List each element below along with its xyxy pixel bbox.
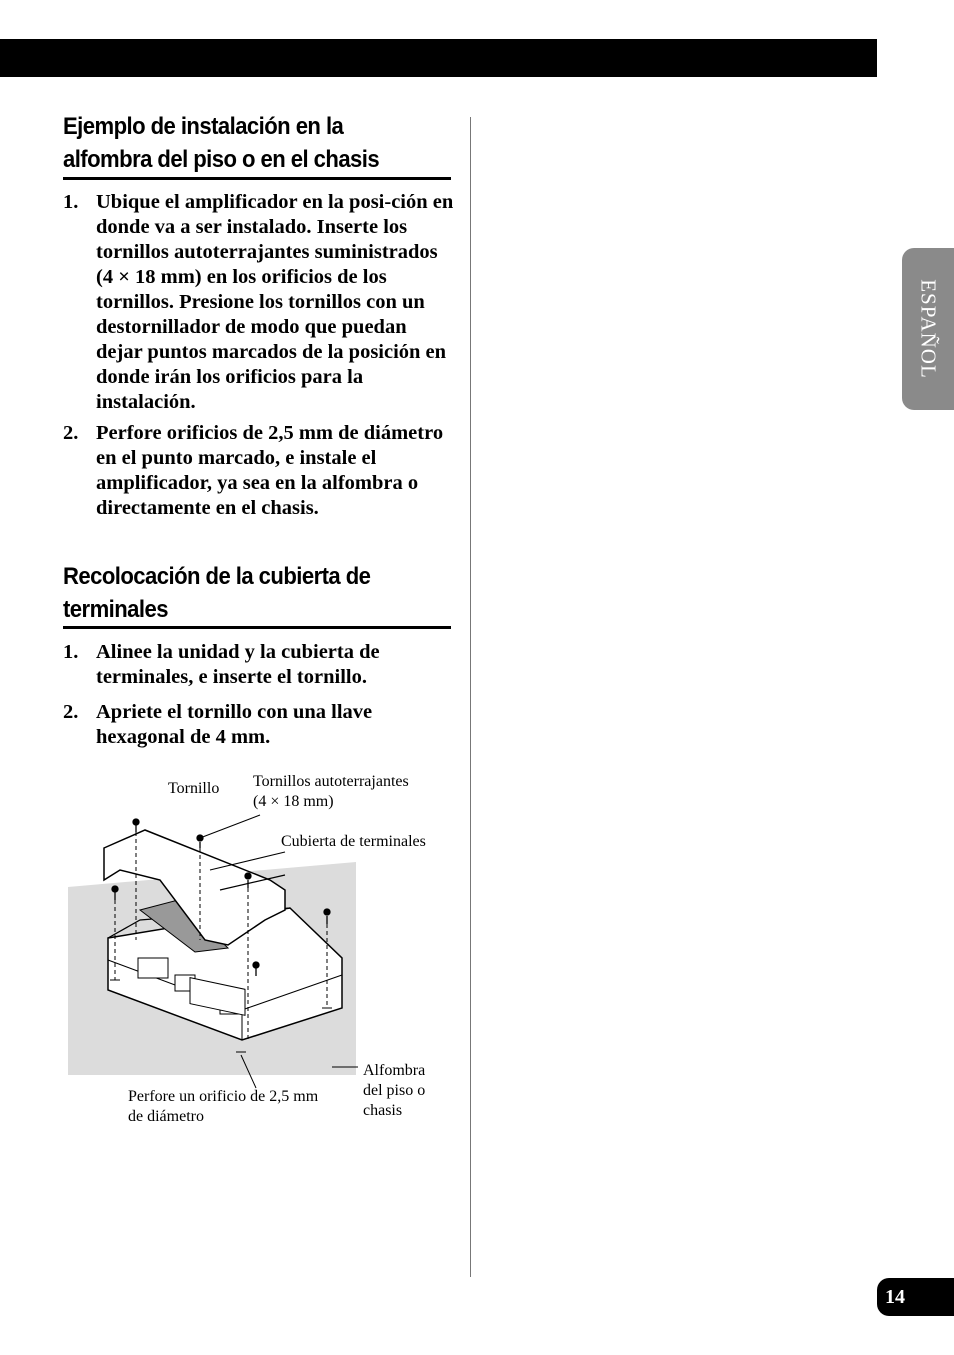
label-drill-hole: Perfore un orificio de 2,5 mm de diámetro: [128, 1088, 319, 1125]
section2-title-line2: terminales: [63, 596, 168, 623]
step-number: 1.: [63, 191, 79, 213]
label-carpet-chassis: Alfombra del piso o chasis: [363, 1062, 426, 1119]
step-text: Alinee la unidad y la cubierta de terminales, e inserte el tornillo.: [96, 641, 380, 688]
header-bar: [0, 39, 877, 77]
page-number: 14: [877, 1278, 954, 1316]
label-screw: Tornillo: [168, 780, 220, 797]
amplifier-installation-illustration: [60, 770, 360, 1090]
section1-title: [63, 110, 449, 176]
section2-rule: [63, 626, 451, 629]
label-terminal-cover: Cubierta de terminales: [281, 833, 426, 850]
section1-step-2: [63, 421, 455, 521]
step-text: Apriete el tornillo con una llave hexagonal de 4 mm.: [96, 701, 373, 748]
step-text: Ubique el amplificador en la posi-ción en donde va a ser instalado. Inserte los tornillos autoterrajantes suministrados (4 × 18 mm) en los orificios de los tornillos. Presione los tornillos con un destornillador de modo que puedan dejar puntos marcados de la posición en donde irán los orificios para la instalación.: [96, 191, 454, 413]
section1-title-line1: Ejemplo de instalación en la: [63, 113, 344, 140]
step-number: 2.: [63, 422, 79, 444]
section1-rule: [63, 177, 451, 180]
section2-title-line1: Recolocación de la cubierta de: [63, 563, 371, 590]
section2-step-2: [63, 700, 455, 750]
column-divider: [470, 117, 471, 1277]
section1-steps: [63, 190, 455, 521]
step-number: 2.: [63, 701, 79, 723]
section1-step-1: [63, 190, 455, 415]
section2-title: [63, 560, 449, 626]
step-number: 1.: [63, 641, 79, 663]
section1-title-line2: alfombra del piso o en el chasis: [63, 146, 380, 173]
label-self-tapping-screws: Tornillos autoterrajantes (4 × 18 mm): [253, 773, 409, 810]
section2-steps: [63, 640, 455, 750]
step-text: Perfore orificios de 2,5 mm de diámetro en el punto marcado, e instale el amplificador, ya sea en la alfombra o directamente en el chasis.: [96, 422, 444, 519]
language-tab-label: ESPAÑOL: [916, 279, 941, 379]
language-tab: [902, 248, 954, 410]
section2-step-1: [63, 640, 455, 690]
